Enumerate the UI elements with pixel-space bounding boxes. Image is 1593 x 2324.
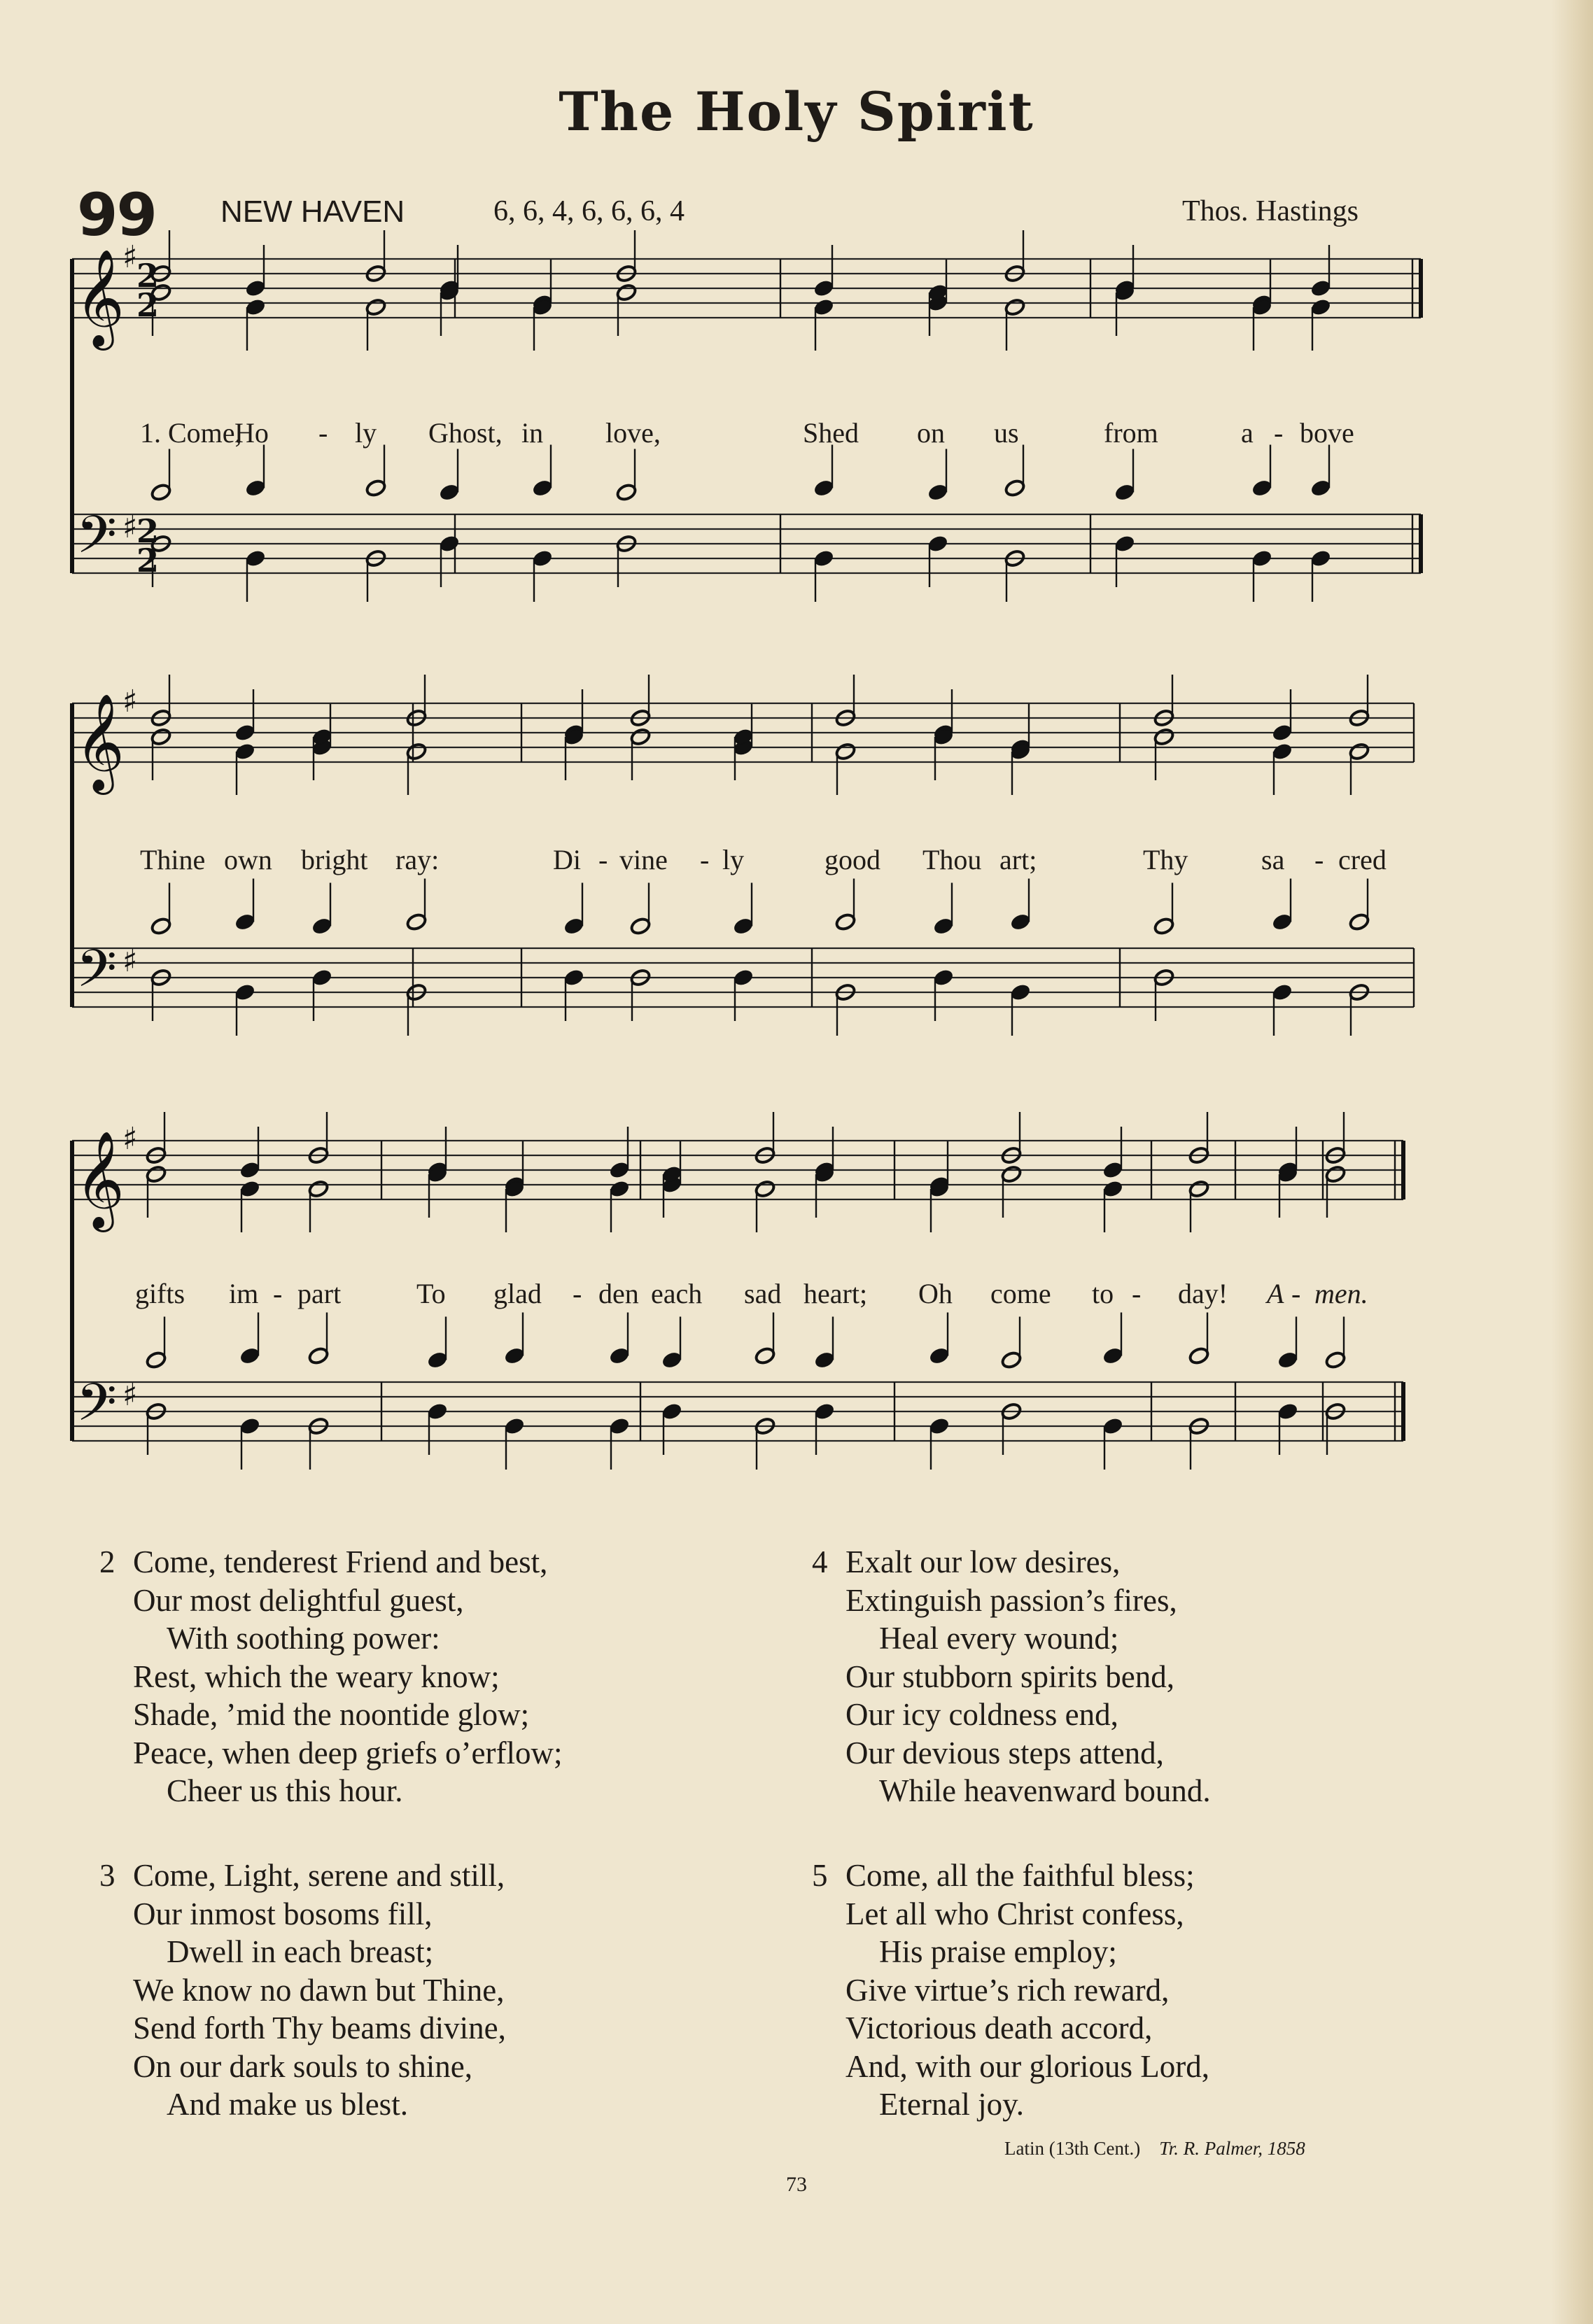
lyric-syllable: gifts (135, 1278, 185, 1309)
lyric-syllable: sa (1261, 844, 1285, 875)
lyric-syllable: sad (744, 1278, 782, 1309)
stanza-number: 2 (99, 1544, 115, 1579)
bass-clef-icon: 𝄢 (76, 1372, 117, 1446)
stanza-line: Peace, when deep griefs o’erflow; (133, 1735, 563, 1770)
stanza-line: Our icy coldness end, (845, 1697, 1118, 1732)
lyric-syllable: bright (301, 844, 368, 875)
time-signature-top: 2 (136, 512, 160, 550)
stanza-line: Extinguish passion’s fires, (845, 1582, 1177, 1618)
stanza-4 (812, 1543, 1211, 1810)
time-signature-bottom: 2 (136, 286, 160, 324)
lyric-syllable: each (651, 1278, 703, 1309)
lyric-syllable: - (1291, 1278, 1301, 1309)
attribution (1004, 2138, 1305, 2160)
stanza-line: With soothing power: (167, 1621, 440, 1656)
lyric-syllable: A (1267, 1278, 1284, 1309)
lyric-syllable: art; (999, 844, 1037, 875)
composer: Thos. Hastings (1182, 195, 1359, 227)
time-signature-bottom: 2 (136, 542, 160, 579)
lyric-syllable: Thine (140, 844, 206, 875)
lyric-syllable: part (297, 1278, 342, 1309)
lyric-syllable: Shed (803, 417, 859, 449)
lyric-syllable: Oh (918, 1278, 953, 1309)
lyric-syllable: from (1104, 417, 1158, 449)
stanza-line: Exalt our low desires, (845, 1544, 1121, 1579)
lyric-syllable: - (573, 1278, 582, 1309)
lyric-syllable: - (1314, 844, 1324, 875)
lyric-syllable: good (824, 844, 880, 875)
hymn-number: 99 (77, 181, 156, 249)
treble-clef-icon: 𝄞 (75, 249, 125, 346)
stanza-line: Come, all the faithful bless; (845, 1858, 1195, 1893)
bass-clef-icon: 𝄢 (76, 938, 117, 1012)
lyric-syllable: ly (355, 417, 377, 449)
stanza-line: And make us blest. (167, 2087, 408, 2122)
stanza-3 (99, 1857, 506, 2124)
section-title: The Holy Spirit (559, 80, 1034, 143)
lyric-syllable: vine (619, 844, 668, 875)
stanza-5 (812, 1857, 1209, 2124)
time-signature-top: 2 (136, 257, 160, 295)
stanza-line: Our most delightful guest, (133, 1582, 464, 1618)
lyric-syllable: - (1132, 1278, 1142, 1309)
lyric-syllable: Thou (922, 844, 982, 875)
lyric-syllable: us (994, 417, 1019, 449)
sharp-icon: ♯ (122, 1377, 138, 1413)
lyric-syllable: glad (493, 1278, 542, 1309)
lyric-syllable: bove (1300, 417, 1354, 449)
lyric-syllable: heart; (803, 1278, 868, 1309)
page-number: 73 (786, 2173, 807, 2196)
lyric-syllable: den (598, 1278, 639, 1309)
attribution-source: Latin (13th Cent.) (1004, 2138, 1141, 2159)
treble-clef-icon: 𝄞 (75, 693, 125, 791)
sharp-icon: ♯ (122, 943, 138, 979)
stanza-line: Victorious death accord, (845, 2010, 1153, 2045)
stanza-line: Shade, ’mid the noontide glow; (133, 1697, 530, 1732)
lyric-syllable: day! (1178, 1278, 1228, 1309)
stanza-line: Cheer us this hour. (167, 1773, 403, 1808)
lyric-syllable: Ho (234, 417, 269, 449)
lyric-syllable: Di (553, 844, 581, 875)
lyric-syllable: own (224, 844, 272, 875)
stanza-line: On our dark souls to shine, (133, 2048, 472, 2084)
lyric-syllable: 1. Come, (140, 417, 242, 449)
stanza-number: 4 (812, 1544, 828, 1579)
sharp-icon: ♯ (122, 509, 138, 545)
stanza-line: Our inmost bosoms fill, (133, 1896, 433, 1931)
sharp-icon: ♯ (122, 684, 138, 719)
stanza-number: 3 (99, 1858, 115, 1893)
stanza-line: Eternal joy. (879, 2087, 1025, 2122)
lyric-syllable: ray: (395, 844, 440, 875)
stanza-line: Dwell in each breast; (167, 1934, 434, 1969)
stanza-number: 5 (812, 1858, 828, 1893)
stanza-line: Come, Light, serene and still, (133, 1858, 505, 1893)
lyric-syllable: - (1274, 417, 1284, 449)
stanza-line: Our devious steps attend, (845, 1735, 1164, 1770)
lyric-syllable: Ghost, (428, 417, 503, 449)
lyric-syllable: - (598, 844, 608, 875)
lyric-syllable: - (273, 1278, 283, 1309)
attribution-translator: Tr. R. Palmer, 1858 (1159, 2138, 1305, 2159)
lyric-syllable: to (1092, 1278, 1114, 1309)
stanza-line: Let all who Christ confess, (845, 1896, 1184, 1931)
stanza-line: Our stubborn spirits bend, (845, 1659, 1174, 1694)
bass-clef-icon: 𝄢 (76, 505, 117, 578)
lyric-syllable: - (318, 417, 328, 449)
stanza-2 (99, 1543, 563, 1810)
lyric-syllable: men. (1314, 1278, 1368, 1309)
tune-name: NEW HAVEN (220, 195, 405, 229)
lyric-syllable: cred (1338, 844, 1387, 875)
lyric-syllable: To (416, 1278, 446, 1309)
lyric-syllable: on (917, 417, 945, 449)
lyric-syllable: - (700, 844, 710, 875)
stanza-line: And, with our glorious Lord, (845, 2048, 1209, 2084)
stanza-line: While heavenward bound. (879, 1773, 1211, 1808)
lyric-syllable: love, (605, 417, 661, 449)
stanza-line: Heal every wound; (879, 1621, 1119, 1656)
stanza-line: Send forth Thy beams divine, (133, 2010, 506, 2045)
lyric-syllable: come (990, 1278, 1051, 1309)
lyric-syllable: Thy (1143, 844, 1188, 875)
lyric-syllable: in (521, 417, 544, 449)
stanza-line: Give virtue’s rich reward, (845, 1972, 1170, 2008)
stanza-line: Rest, which the weary know; (133, 1659, 500, 1694)
lyric-syllable: ly (722, 844, 745, 875)
lyric-syllable: a (1241, 417, 1254, 449)
lyric-syllable: im (229, 1278, 259, 1309)
stanza-line: Come, tenderest Friend and best, (133, 1544, 548, 1579)
sharp-icon: ♯ (122, 1121, 138, 1157)
stanza-line: His praise employ; (879, 1934, 1117, 1969)
sharp-icon: ♯ (122, 239, 138, 275)
meter: 6, 6, 4, 6, 6, 6, 4 (493, 195, 685, 227)
treble-clef-icon: 𝄞 (75, 1131, 125, 1228)
stanza-line: We know no dawn but Thine, (133, 1972, 505, 2008)
